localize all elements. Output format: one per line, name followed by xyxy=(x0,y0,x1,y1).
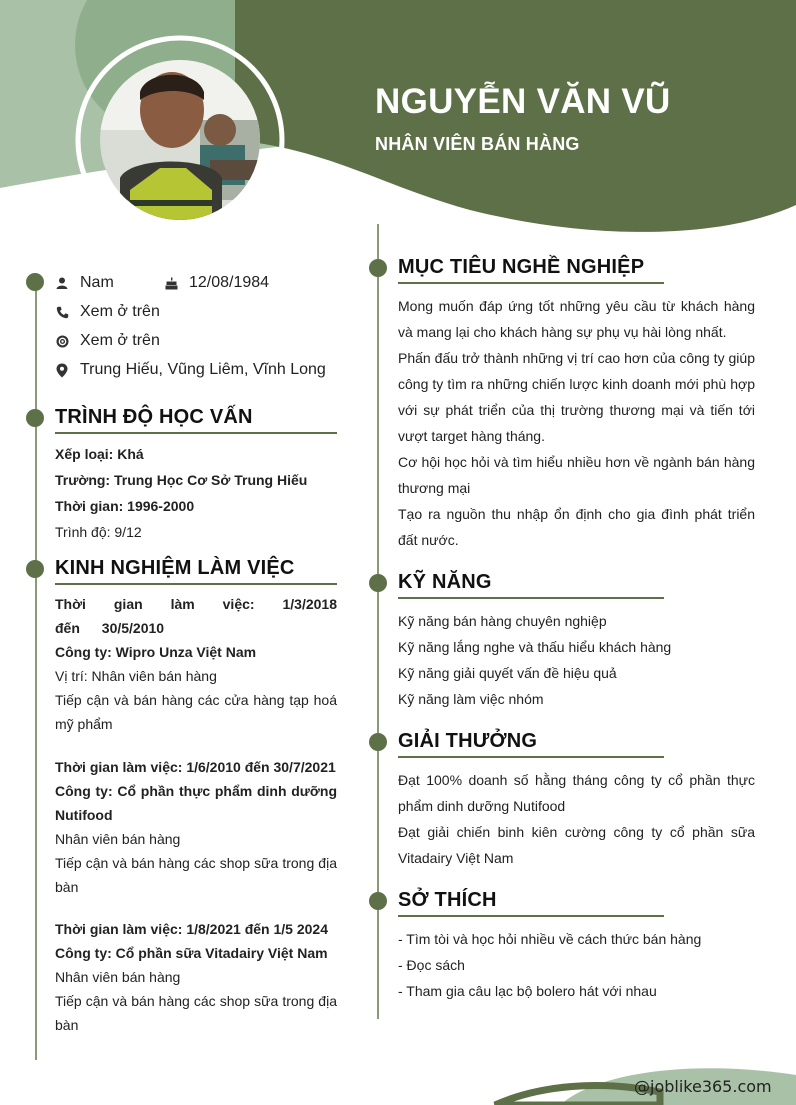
education-rank: Xếp loại: Khá xyxy=(55,446,144,462)
award-item: Đạt 100% doanh số hằng tháng công ty cổ phần thực phẩm dinh dưỡng Nutifood xyxy=(398,772,755,814)
email-at-icon xyxy=(55,334,69,348)
awards-underline xyxy=(398,756,664,758)
education-dot xyxy=(26,409,44,427)
objective-dot xyxy=(369,259,387,277)
job-3-desc: Tiếp cận và bán hàng các shop sữa trong địa bàn xyxy=(55,993,337,1033)
education-time: Thời gian: 1996-2000 xyxy=(55,498,195,514)
experience-underline xyxy=(55,583,337,585)
job-entry-3 xyxy=(55,917,337,1037)
skill-item: Kỹ năng bán hàng chuyên nghiệp xyxy=(398,613,607,629)
objective-block xyxy=(398,293,755,553)
job-2-position: Nhân viên bán hàng xyxy=(55,831,181,847)
left-timeline-line xyxy=(35,283,37,1060)
birthday-value: 12/08/1984 xyxy=(189,274,270,291)
job-1-time: Thời gian làm việc: 1/3/2018 đến 30/5/2010 xyxy=(55,596,337,636)
birthday-row xyxy=(164,274,269,292)
objective-paragraph-1: Mong muốn đáp ứng tốt những yêu cầu từ khách hàng và mang lại cho khách hàng sự phụ vụ hài lòng nhất. xyxy=(398,298,755,340)
education-level: Trình độ: 9/12 xyxy=(55,524,142,540)
job-title: NHÂN VIÊN BÁN HÀNG xyxy=(375,134,580,154)
skills-underline xyxy=(398,597,664,599)
watermark: @joblike365.com xyxy=(634,1077,772,1096)
experience-dot xyxy=(26,560,44,578)
education-underline xyxy=(55,432,337,434)
award-item: Đạt giải chiến binh kiên cường công ty cổ phần sữa Vitadairy Việt Nam xyxy=(398,824,755,866)
job-3-company: Công ty: Cổ phần sữa Vitadairy Việt Nam xyxy=(55,945,328,961)
job-2-desc: Tiếp cận và bán hàng các shop sữa trong địa bàn xyxy=(55,855,337,895)
address-value: Trung Hiếu, Vũng Liêm, Vĩnh Long xyxy=(80,361,326,378)
hobbies-underline xyxy=(398,915,664,917)
education-block xyxy=(55,441,337,545)
skill-item: Kỹ năng làm việc nhóm xyxy=(398,691,544,707)
job-2-time: Thời gian làm việc: 1/6/2010 đến 30/7/2021 xyxy=(55,759,336,775)
email-row xyxy=(55,332,160,350)
gender-value: Nam xyxy=(80,274,114,291)
hobby-item: - Tham gia câu lạc bộ bolero hát với nhau xyxy=(398,983,657,999)
awards-block xyxy=(398,767,755,871)
job-3-position: Nhân viên bán hàng xyxy=(55,969,181,985)
skills-dot xyxy=(369,574,387,592)
candidate-name: NGUYỄN VĂN VŨ xyxy=(375,82,671,121)
hobbies-title: SỞ THÍCH xyxy=(398,889,497,911)
job-1-company: Công ty: Wipro Unza Việt Nam xyxy=(55,644,257,660)
phone-value: Xem ở trên xyxy=(80,303,160,320)
awards-title: GIẢI THƯỞNG xyxy=(398,730,538,752)
awards-dot xyxy=(369,733,387,751)
phone-row xyxy=(55,303,160,321)
objective-title: MỤC TIÊU NGHỀ NGHIỆP xyxy=(398,256,645,278)
objective-underline xyxy=(398,282,664,284)
skills-block xyxy=(398,608,755,712)
job-entry-2 xyxy=(55,755,337,899)
location-pin-icon xyxy=(55,363,69,377)
profile-photo xyxy=(100,60,260,220)
job-1-desc: Tiếp cận và bán hàng các cửa hàng tạp hoá mỹ phẩm xyxy=(55,692,337,732)
job-1-position: Vị trí: Nhân viên bán hàng xyxy=(55,668,217,684)
hobbies-block xyxy=(398,926,755,1004)
experience-title: KINH NGHIỆM LÀM VIỆC xyxy=(55,557,295,579)
email-value: Xem ở trên xyxy=(80,332,160,349)
education-school: Trường: Trung Học Cơ Sở Trung Hiếu xyxy=(55,472,308,488)
hobbies-dot xyxy=(369,892,387,910)
objective-paragraph-4: Tạo ra nguồn thu nhập ổn định cho gia đình phát triển đất nước. xyxy=(398,506,755,548)
objective-paragraph-3: Cơ hội học hỏi và tìm hiểu nhiều hơn về ngành bán hàng thương mại xyxy=(398,454,755,496)
hobby-item: - Tìm tòi và học hỏi nhiều về cách thức bán hàng xyxy=(398,931,702,947)
job-2-company: Công ty: Cổ phần thực phẩm dinh dưỡng Nutifood xyxy=(55,783,337,823)
skill-item: Kỹ năng giải quyết vấn đề hiệu quả xyxy=(398,665,617,681)
objective-paragraph-2: Phấn đấu trở thành những vị trí cao hơn của công ty giúp công ty tìm ra những chiến lược kinh doanh mới phù hợp với sự phát triển của thị trường thương mại và tiến tới vượt target hàng tháng. xyxy=(398,350,755,444)
education-title: TRÌNH ĐỘ HỌC VẤN xyxy=(55,406,253,428)
job-entry-1 xyxy=(55,592,337,736)
hobby-item: - Đọc sách xyxy=(398,957,465,973)
person-icon xyxy=(55,276,69,290)
personal-info-dot xyxy=(26,273,44,291)
address-row xyxy=(55,361,326,379)
birthday-cake-icon xyxy=(164,276,178,290)
skills-title: KỸ NĂNG xyxy=(398,571,492,593)
skill-item: Kỹ năng lắng nghe và thấu hiểu khách hàng xyxy=(398,639,672,655)
job-3-time: Thời gian làm việc: 1/8/2021 đến 1/5 2024 xyxy=(55,921,328,937)
phone-icon xyxy=(55,305,69,319)
gender-row xyxy=(55,274,114,292)
